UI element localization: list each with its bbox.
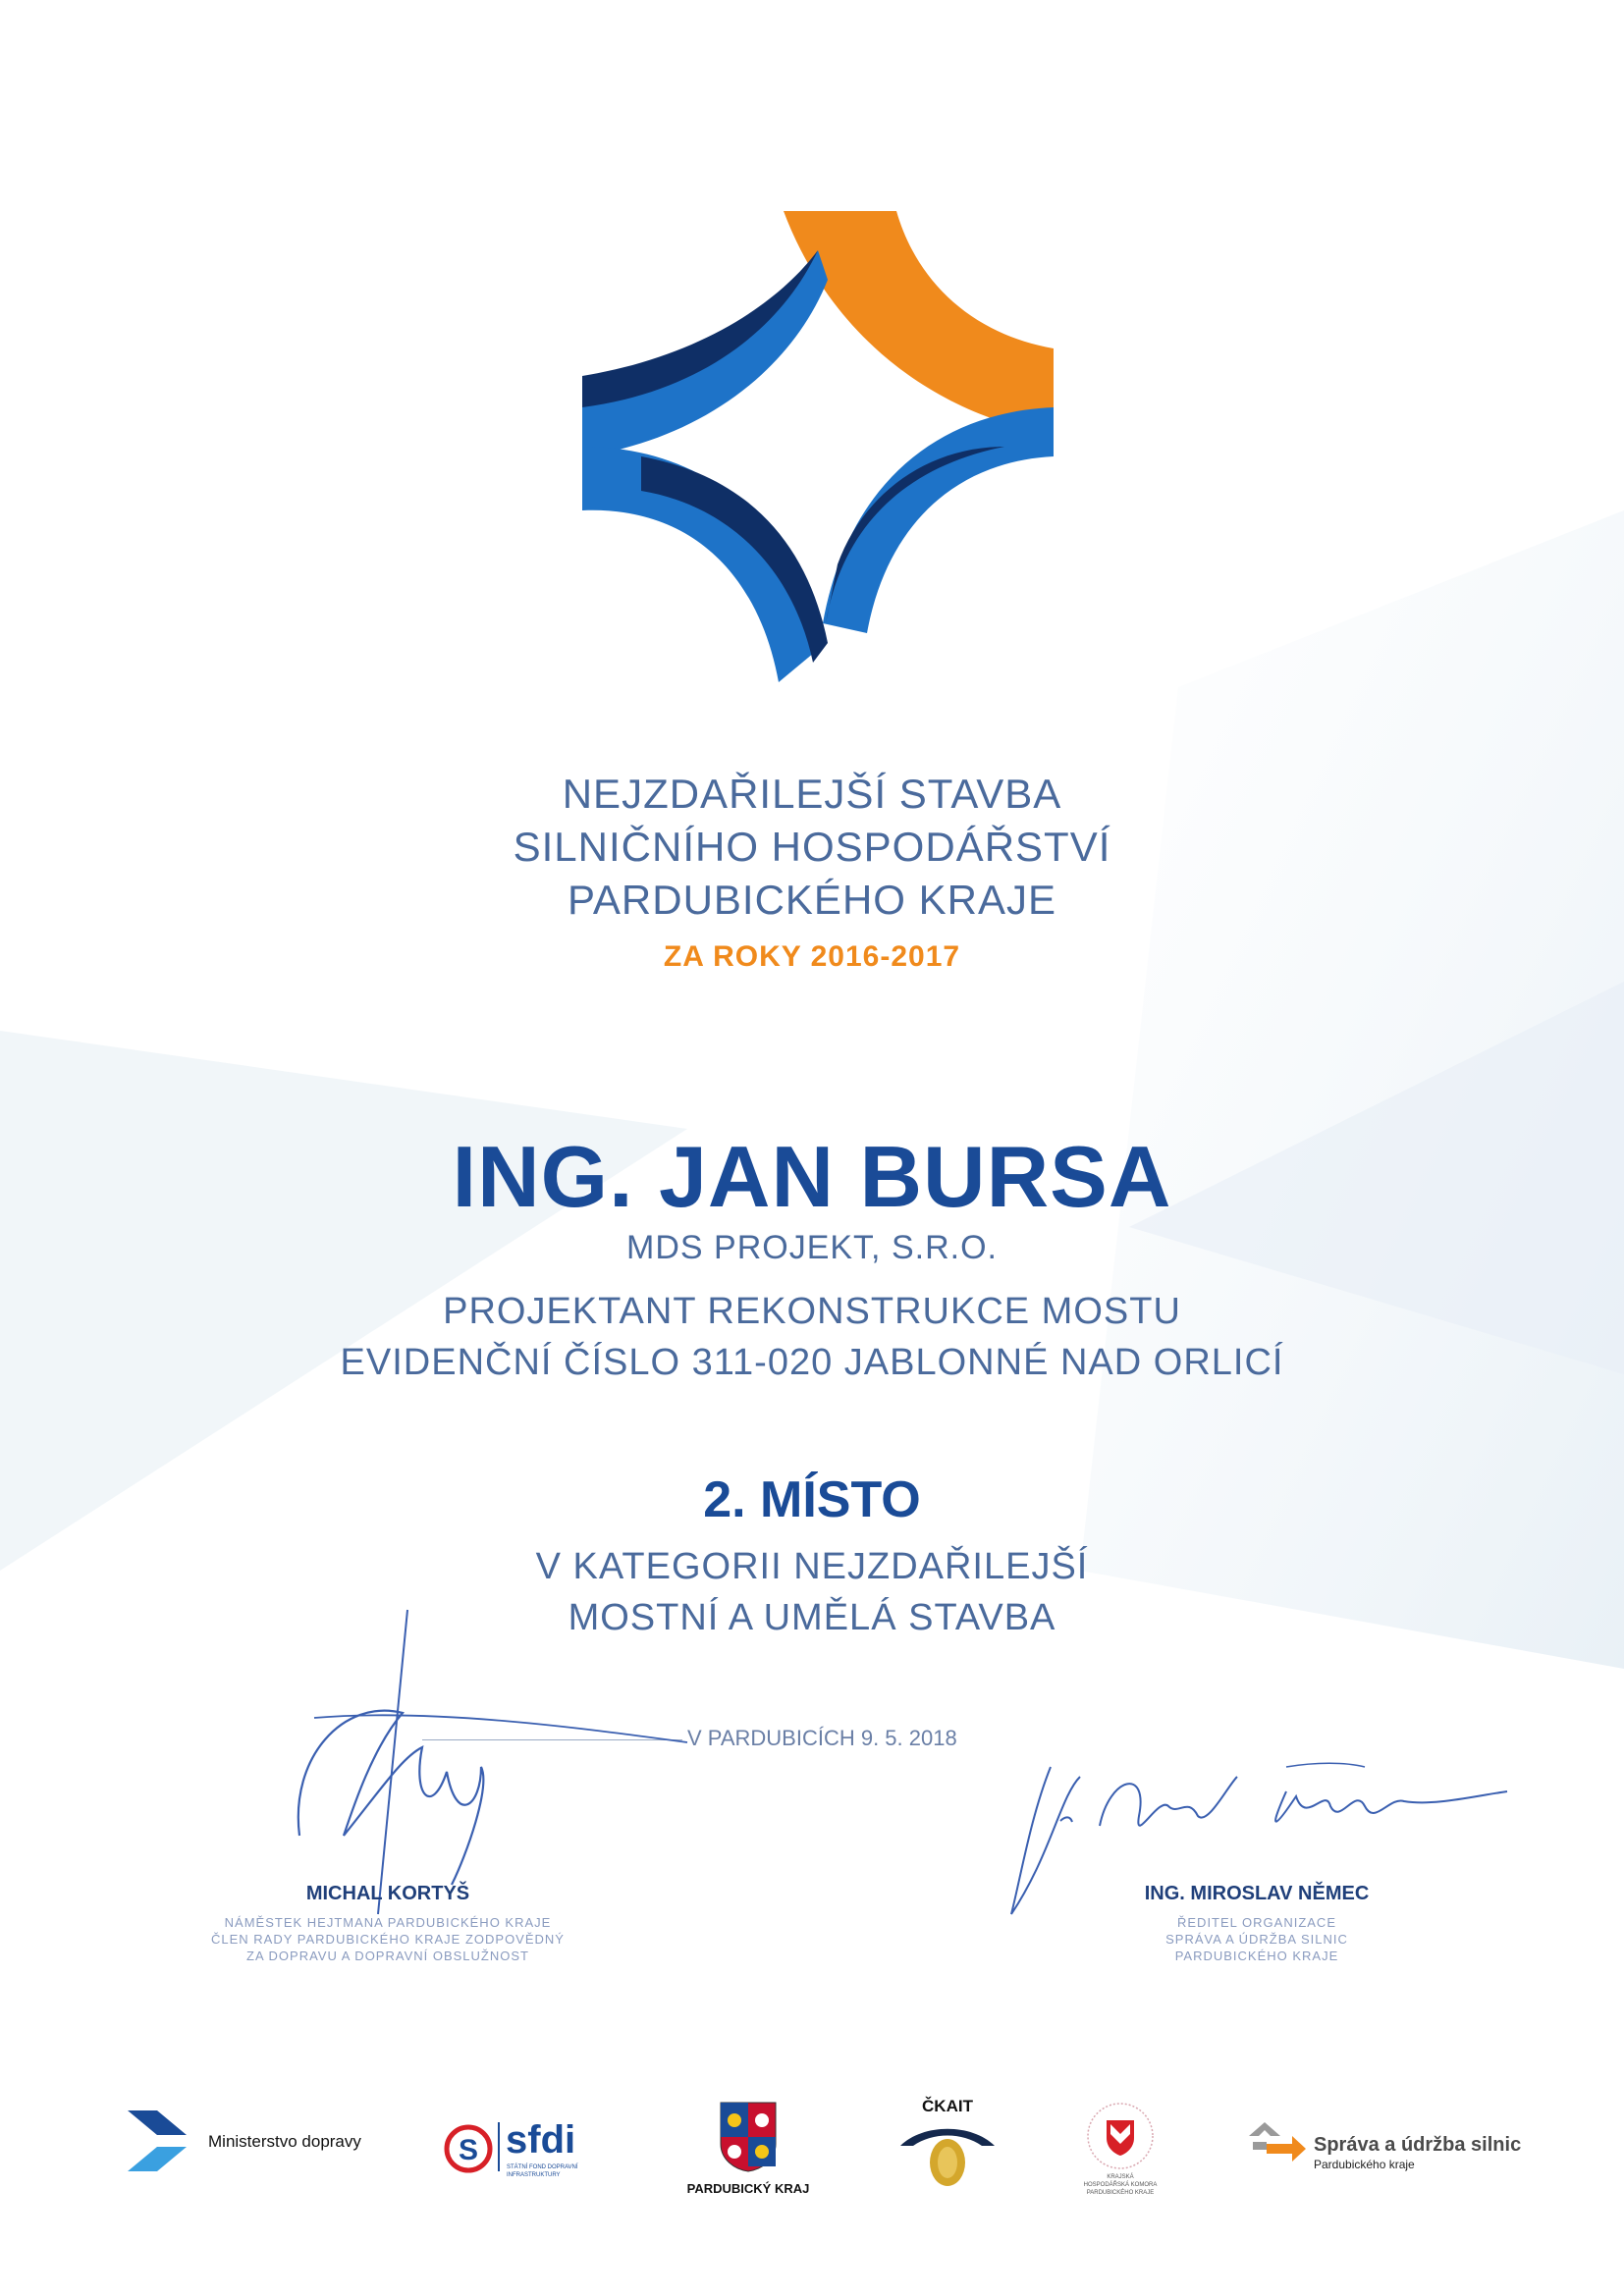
sfdi-logo-text: sfdi <box>506 2118 576 2162</box>
award-period: ZA ROKY 2016-2017 <box>663 940 961 973</box>
svg-text:S: S <box>458 2134 479 2166</box>
susp-logo-text: Správa a údržba silnic <box>1314 2134 1522 2156</box>
sfdi-divider <box>498 2122 500 2171</box>
komora-text-2: HOSPODÁŘSKÁ KOMORA <box>1083 2182 1158 2188</box>
komora-text-3: PARDUBICKÉHO KRAJE <box>1086 2190 1155 2196</box>
signatory-right-role-3: PARDUBICKÉHO KRAJE <box>1174 1949 1339 1963</box>
ckait-emblem-icon <box>898 2118 997 2189</box>
signatory-left-role-1: NÁMĚSTEK HEJTMANA PARDUBICKÉHO KRAJE <box>224 1915 552 1930</box>
recipient-company: MDS PROJEKT, S.R.O. <box>626 1229 998 1266</box>
recipient-name: ING. JAN BURSA <box>452 1128 1172 1225</box>
susp-logo-icon <box>1247 2118 1308 2162</box>
ministry-logo-icon <box>128 2110 206 2171</box>
recipient-description-line-1: PROJEKTANT REKONSTRUKCE MOSTU <box>443 1291 1181 1332</box>
signatory-left-role-2: ČLEN RADY PARDUBICKÉHO KRAJE ZODPOVĚDNÝ <box>211 1932 565 1947</box>
krajska-hospodarska-komora-logo-icon <box>1085 2101 1156 2171</box>
award-title-line-3: PARDUBICKÉHO KRAJE <box>568 877 1056 923</box>
category-line-1: V KATEGORII NEJZDAŘILEJŠÍ <box>535 1546 1089 1587</box>
sfdi-subtitle-2: INFRASTRUKTURY <box>507 2172 561 2178</box>
place-and-date: V PARDUBICÍCH 9. 5. 2018 <box>687 1726 957 1750</box>
award-emblem-logo <box>582 211 1054 682</box>
recipient-description-line-2: EVIDENČNÍ ČÍSLO 311-020 JABLONNÉ NAD ORLICÍ <box>340 1342 1284 1383</box>
ckait-logo-text: ČKAIT <box>922 2097 973 2115</box>
award-place: 2. MÍSTO <box>703 1471 921 1528</box>
signatory-right-name: ING. MIROSLAV NĚMEC <box>1144 1883 1370 1904</box>
award-title-line-2: SILNIČNÍHO HOSPODÁŘSTVÍ <box>513 824 1111 870</box>
sfdi-subtitle-1: STÁTNÍ FOND DOPRAVNÍ <box>507 2164 578 2170</box>
pardubicky-kraj-text: PARDUBICKÝ KRAJ <box>686 2181 810 2196</box>
signatory-left-name: MICHAL KORTYŠ <box>305 1883 470 1904</box>
signatory-right-role-1: ŘEDITEL ORGANIZACE <box>1177 1915 1336 1930</box>
susp-logo-subtext: Pardubického kraje <box>1314 2158 1415 2171</box>
ministry-logo-text: Ministerstvo dopravy <box>208 2132 361 2151</box>
signatory-right-role-2: SPRÁVA A ÚDRŽBA SILNIC <box>1165 1932 1348 1947</box>
signatory-left-role-3: ZA DOPRAVU A DOPRAVNÍ OBSLUŽNOST <box>246 1949 529 1963</box>
category-line-2: MOSTNÍ A UMĚLÁ STAVBA <box>568 1597 1056 1638</box>
award-title-line-1: NEJZDAŘILEJŠÍ STAVBA <box>562 771 1062 817</box>
pardubicky-kraj-coat-of-arms-icon <box>719 2101 778 2173</box>
komora-text-1: KRAJSKÁ <box>1107 2174 1134 2180</box>
sfdi-logo-icon <box>444 2120 493 2177</box>
